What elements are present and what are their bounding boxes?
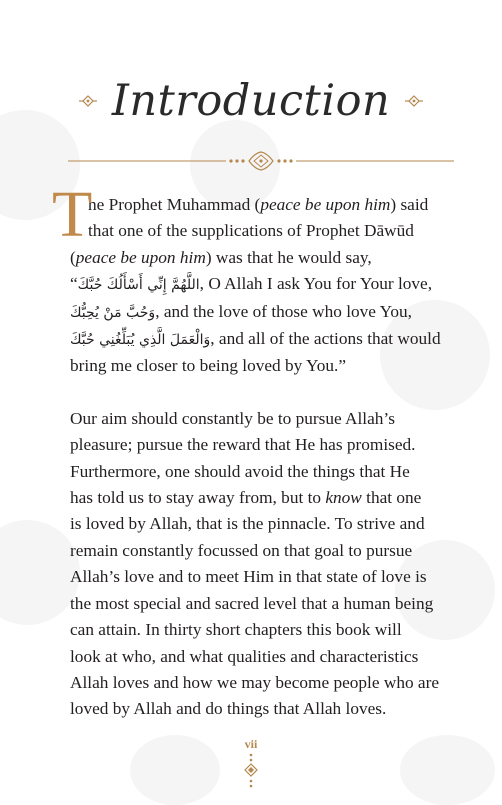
text-run: loved by Allah and do things that Allah loves. (70, 699, 387, 719)
text-line (70, 511, 456, 537)
text-run: ( (70, 247, 76, 267)
text-line (70, 326, 456, 353)
title-row (0, 66, 502, 136)
text-run: Allah’s love and to meet Him in that state of love is (70, 567, 427, 587)
text-line (70, 432, 456, 458)
text-run: , O Allah I ask You for Your love, (199, 274, 433, 294)
text-run: look at who, and what qualities and characteristics (70, 646, 419, 666)
text-run: Allah loves and how we may become people who are (70, 672, 440, 692)
italic-text: know (325, 488, 362, 508)
text-line (70, 485, 456, 511)
text-line (70, 644, 456, 670)
footer-ornament-icon (241, 752, 261, 792)
italic-text: peace be upon him (260, 195, 391, 214)
text-run: can attain. In thirty short chapters this book will (70, 620, 402, 640)
text-line (70, 218, 456, 244)
text-line (70, 696, 456, 722)
body-text (52, 178, 456, 723)
drop-cap: T (52, 178, 93, 251)
left-flourish-icon (78, 94, 98, 108)
text-line (70, 591, 456, 617)
text-run: is loved by Allah, that is the pinnacle. To strive and (70, 514, 425, 534)
text-run: “ (70, 274, 78, 294)
text-run: has told us to stay away from, but to (70, 488, 326, 508)
text-line (70, 406, 456, 432)
text-line (70, 299, 456, 326)
text-line (70, 538, 456, 564)
arabic-supplication: اللَّهُمَّ إِنِّي أَسْأَلُكَ حُبَّكَ (77, 277, 200, 294)
text-run: ) was that he would say, (205, 247, 372, 267)
right-flourish-icon (404, 94, 424, 108)
text-line (70, 192, 456, 218)
ornamental-divider-icon (68, 150, 454, 172)
text-run: that one of the supplications of Prophet Dāwūd (88, 221, 414, 241)
arabic-supplication: وَحُبَّ مَنْ يُحِبُّكَ (70, 304, 156, 321)
text-run: remain constantly focussed on that goal to pursue (70, 540, 413, 560)
text-run: the most special and sacred level that a human being (70, 593, 434, 613)
text-run: , and all of the actions that would (210, 329, 441, 349)
text-run: pleasure; pursue the reward that He has promised. (70, 435, 416, 455)
page-title: Introduction (111, 76, 391, 126)
text-line (70, 564, 456, 590)
text-line (70, 617, 456, 643)
text-run: he Prophet Muhammad ( (88, 195, 261, 214)
page-number: vii (244, 737, 258, 751)
watermark-seal (0, 520, 80, 625)
text-line (70, 353, 456, 379)
paragraph-2-lines (70, 406, 456, 723)
text-run: bring me closer to being loved by You.” (70, 356, 346, 376)
text-run: Our aim should constantly be to pursue Allah’s (70, 408, 395, 428)
text-run: that one (361, 488, 422, 508)
paragraph-1 (52, 178, 456, 380)
text-run: , and the love of those who love You, (155, 301, 412, 321)
text-line (70, 271, 456, 298)
italic-text: peace be upon him (75, 247, 206, 267)
text-line (70, 670, 456, 696)
paragraph-2 (70, 406, 456, 723)
text-run: ) said (390, 195, 429, 214)
text-run: Furthermore, one should avoid the things that He (70, 461, 410, 481)
arabic-supplication: وَالْعَمَلَ الَّذِي يُبَلِّغُنِي حُبَّكَ (70, 332, 211, 349)
paragraph-1-lines (70, 192, 456, 380)
text-line (70, 459, 456, 485)
text-line (70, 245, 456, 271)
